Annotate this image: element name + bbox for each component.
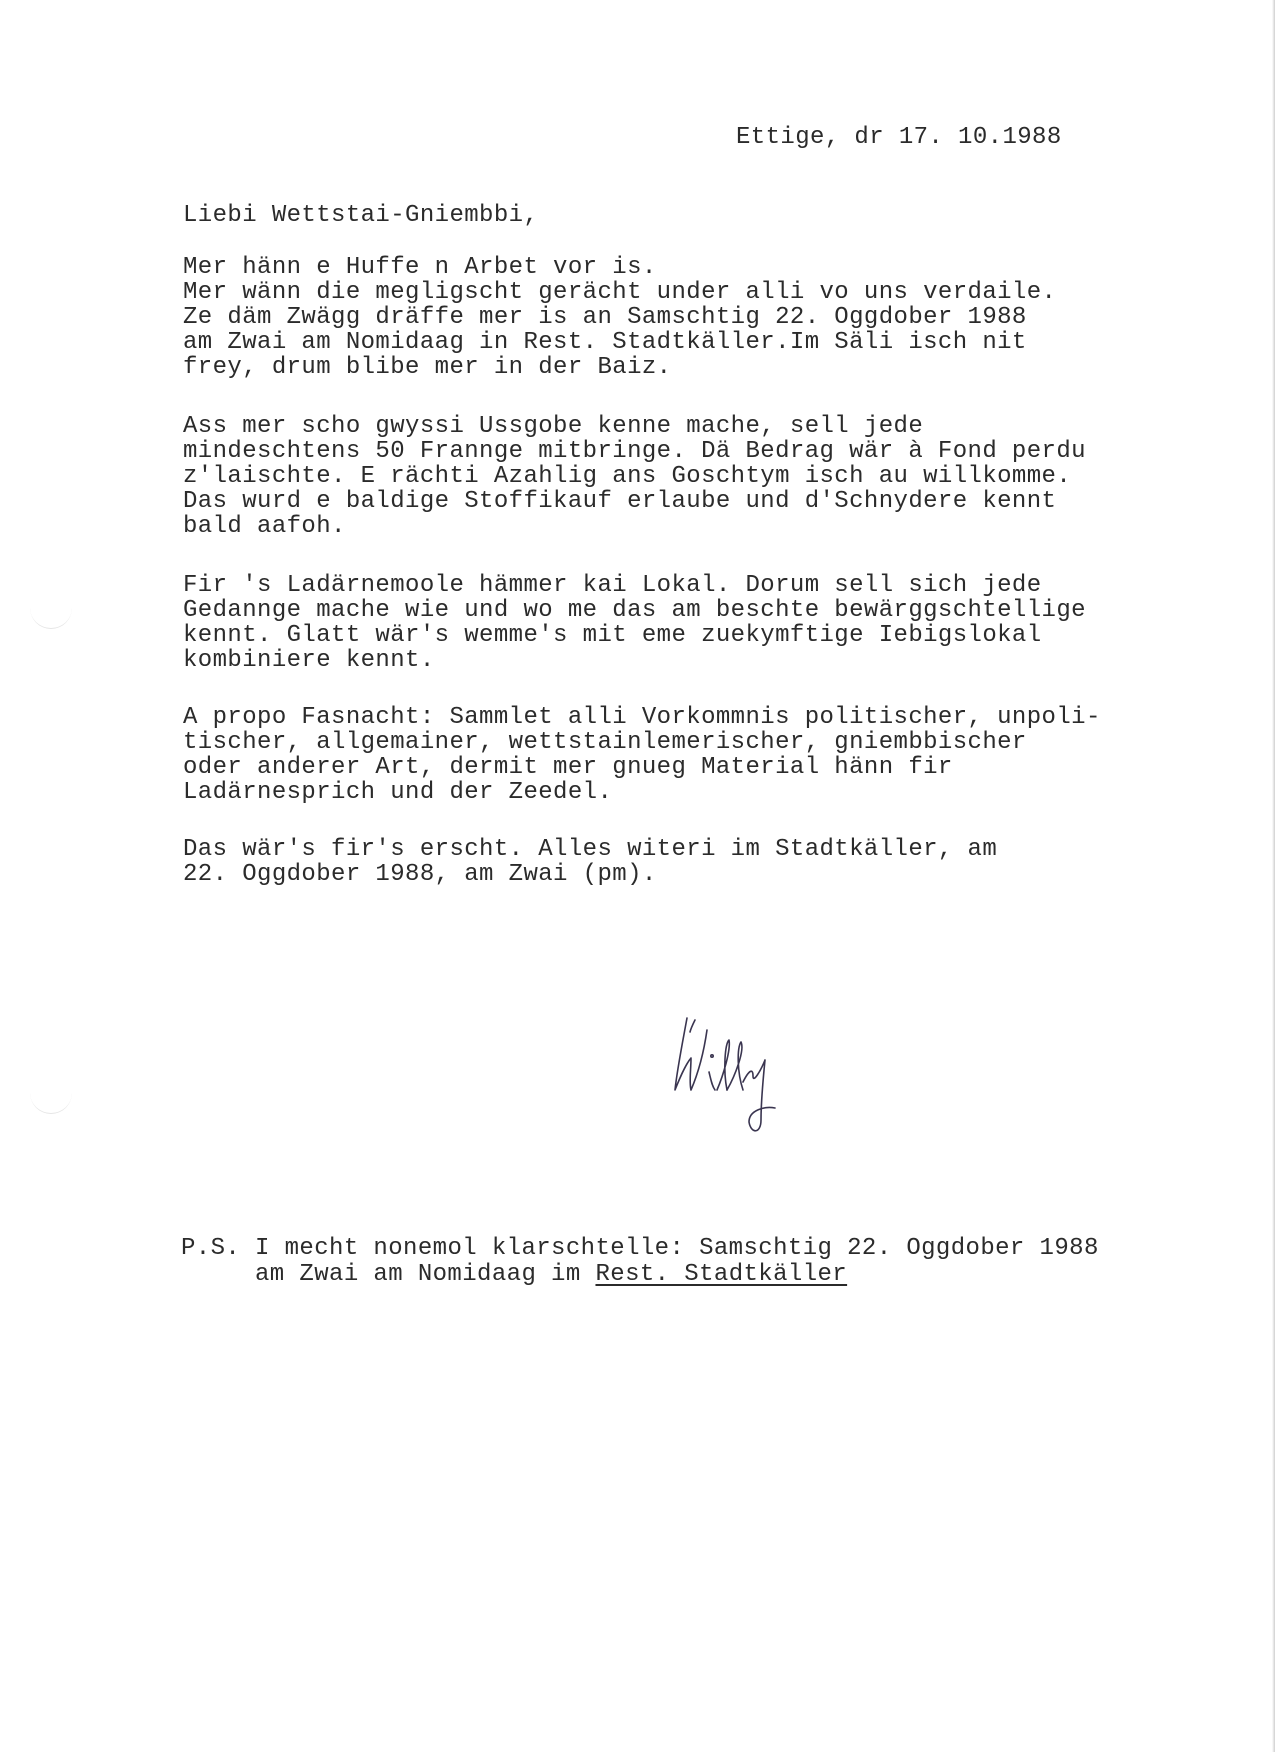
postscript-venue: Rest. Stadtkäller [595, 1261, 848, 1288]
paragraph: Das wär's fir's erscht. Alles witeri im Stadtkäller, am 22. Oggdober 1988, am Zwai (pm). [183, 836, 998, 888]
paragraph: Mer hänn e Huffe n Arbet vor is. Mer wänn die megligscht gerächt under alli vo uns verdaile. Ze däm Zwägg dräffe mer is an Samschtig 22. Oggdober 1988 am Zwai am Nomidaag in Rest. Stadtkäller.Im Säli isch nit frey, drum blibe mer in der Baiz. [183, 254, 1057, 381]
postscript-line-1: P.S. I mecht nonemol klarschtelle: Samschtig 22. Oggdober 1988 [181, 1235, 1099, 1262]
punch-hole-mark [30, 600, 72, 629]
letter-date: Ettige, dr 17. 10.1988 [736, 124, 1062, 151]
paragraph: Ass mer scho gwyssi Ussgobe kenne mache, sell jede mindeschtens 50 Frannge mitbringe. Dä Bedrag wär à Fond perdu z'laischte. E rächti Azahlig ans Goschtym isch au willkomme. Das wurd e baldige Stoffikauf erlaube und d'Schnydere kennt bald aafoh. [183, 413, 1086, 540]
paragraph: A propo Fasnacht: Sammlet alli Vorkommnis politischer, unpoli- tischer, allgemainer, wettstainlemerischer, gniembbischer oder anderer Art, dermit mer gnueg Material hänn fir Ladärnesprich und der Zeedel. [183, 704, 1101, 806]
handwritten-signature [665, 1010, 815, 1145]
paragraph: Fir 's Ladärnemoole hämmer kai Lokal. Dorum sell sich jede Gedannge mache wie und wo me das am beschte bewärggschtellige kennt. Glatt wär's wemme's mit eme zuekymftige Iebigslokal kombiniere kennt. [183, 572, 1086, 674]
punch-hole-mark [30, 1085, 72, 1114]
letter-greeting: Liebi Wettstai-Gniembbi, [183, 202, 539, 229]
postscript-prefix: am Zwai am Nomidaag im [255, 1261, 596, 1288]
postscript-line-2 [255, 1262, 847, 1287]
